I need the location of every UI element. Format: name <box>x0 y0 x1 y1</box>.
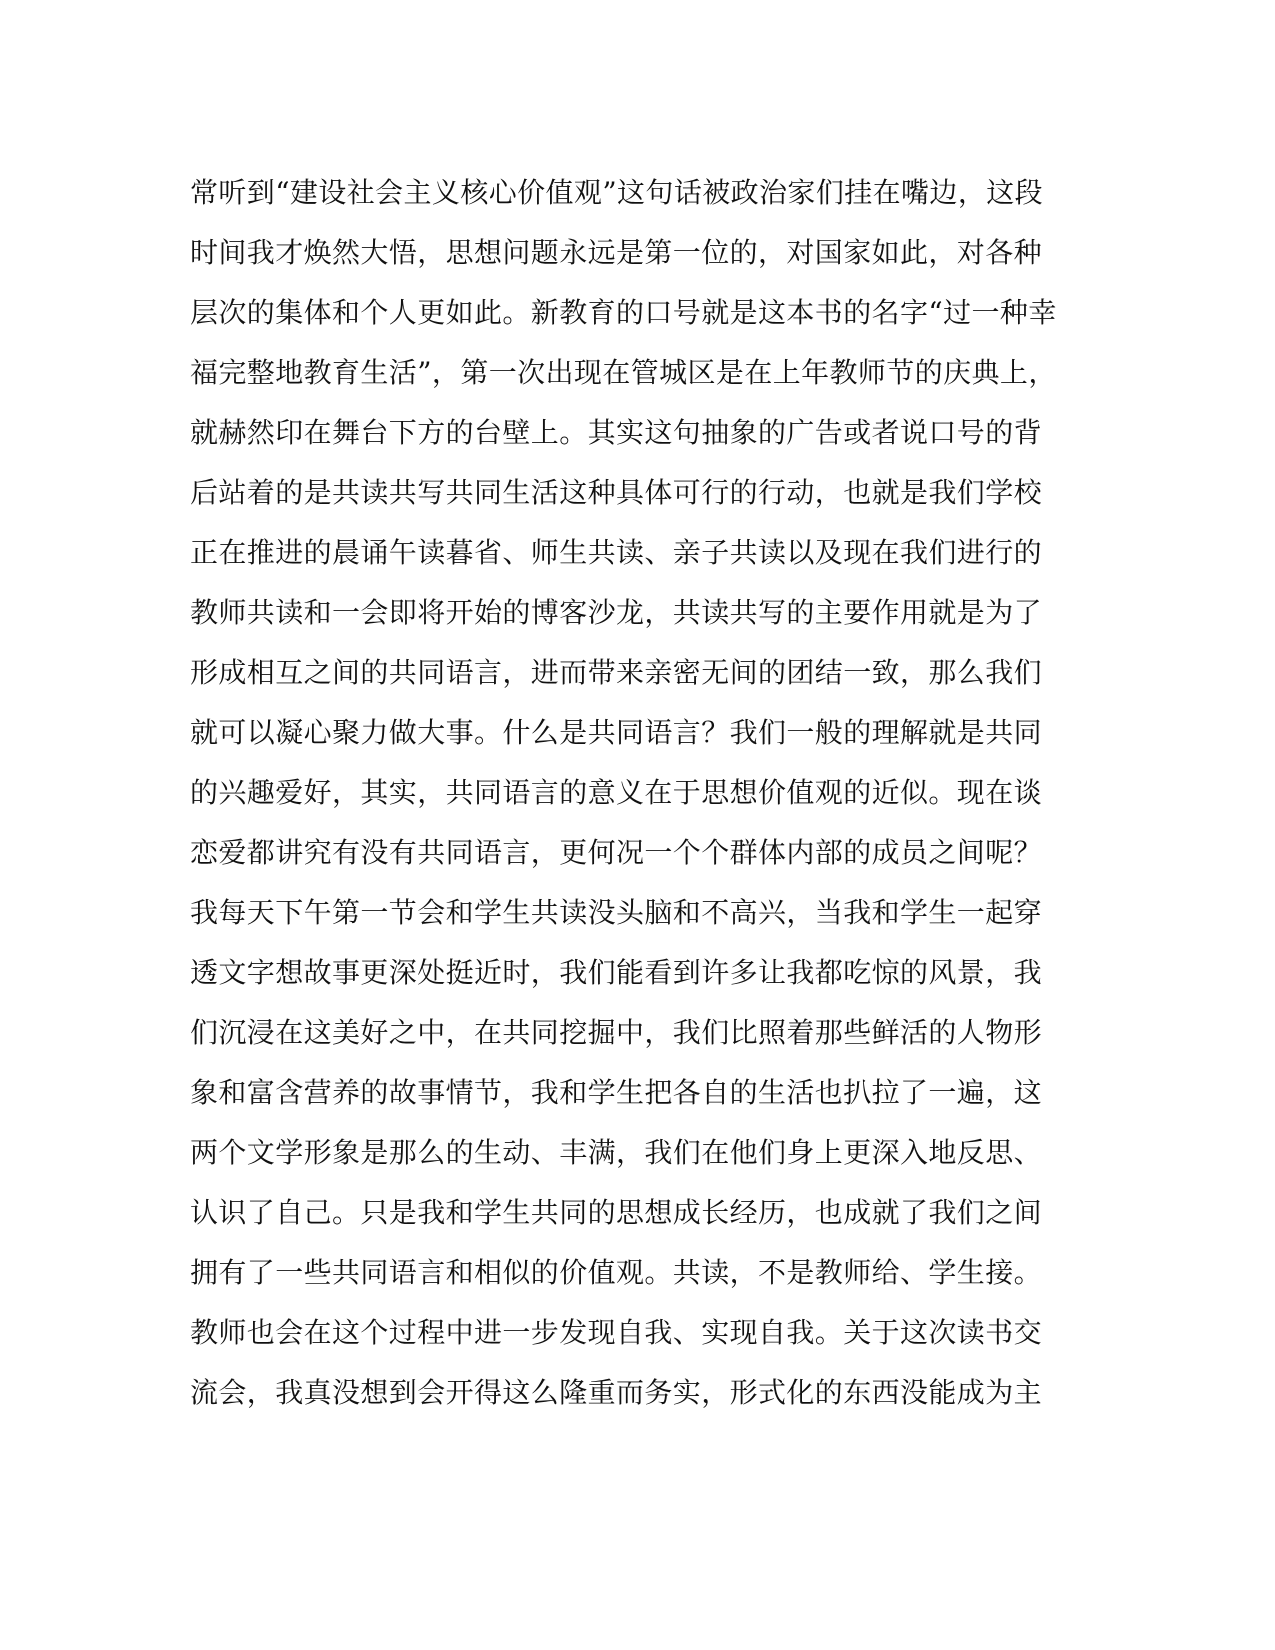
text-line: 常听到“建设社会主义核心价值观”这句话被政治家们挂在嘴边，这段 <box>190 176 1044 209</box>
text-line: 恋爱都讲究有没有共同语言，更何况一个个群体内部的成员之间呢？ <box>190 836 1043 869</box>
text-line: 就可以凝心聚力做大事。什么是共同语言？我们一般的理解就是共同 <box>190 716 1043 749</box>
text-line: 教师共读和一会即将开始的博客沙龙，共读共写的主要作用就是为了 <box>190 596 1043 629</box>
text-line: 层次的集体和个人更如此。新教育的口号就是这本书的名字“过一种幸 <box>190 296 1057 329</box>
text-line: 就赫然印在舞台下方的台壁上。其实这句抽象的广告或者说口号的背 <box>190 416 1043 449</box>
text-line: 时间我才焕然大悟，思想问题永远是第一位的，对国家如此，对各种 <box>190 236 1043 269</box>
text-line: 我每天下午第一节会和学生共读没头脑和不高兴，当我和学生一起穿 <box>190 896 1043 929</box>
text-line: 的兴趣爱好，其实，共同语言的意义在于思想价值观的近似。现在谈 <box>190 776 1043 809</box>
text-line: 流会，我真没想到会开得这么隆重而务实，形式化的东西没能成为主 <box>190 1376 1043 1409</box>
text-line: 两个文学形象是那么的生动、丰满，我们在他们身上更深入地反思、 <box>190 1136 1043 1169</box>
text-line: 们沉浸在这美好之中，在共同挖掘中，我们比照着那些鲜活的人物形 <box>190 1016 1043 1049</box>
text-line: 正在推进的晨诵午读暮省、师生共读、亲子共读以及现在我们进行的 <box>190 536 1043 569</box>
text-line: 后站着的是共读共写共同生活这种具体可行的行动，也就是我们学校 <box>190 476 1043 509</box>
text-line: 透文字想故事更深处挺近时，我们能看到许多让我都吃惊的风景，我 <box>190 956 1043 989</box>
text-line: 福完整地教育生活”，第一次出现在管城区是在上年教师节的庆典上， <box>190 356 1057 389</box>
text-line: 形成相互之间的共同语言，进而带来亲密无间的团结一致，那么我们 <box>190 656 1043 689</box>
text-line: 象和富含营养的故事情节，我和学生把各自的生活也扒拉了一遍，这 <box>190 1076 1043 1109</box>
body-paragraph <box>190 163 1080 1423</box>
text-line: 教师也会在这个过程中进一步发现自我、实现自我。关于这次读书交 <box>190 1316 1043 1349</box>
text-line: 认识了自己。只是我和学生共同的思想成长经历，也成就了我们之间 <box>190 1196 1043 1229</box>
text-line: 拥有了一些共同语言和相似的价值观。共读，不是教师给、学生接。 <box>190 1256 1043 1289</box>
